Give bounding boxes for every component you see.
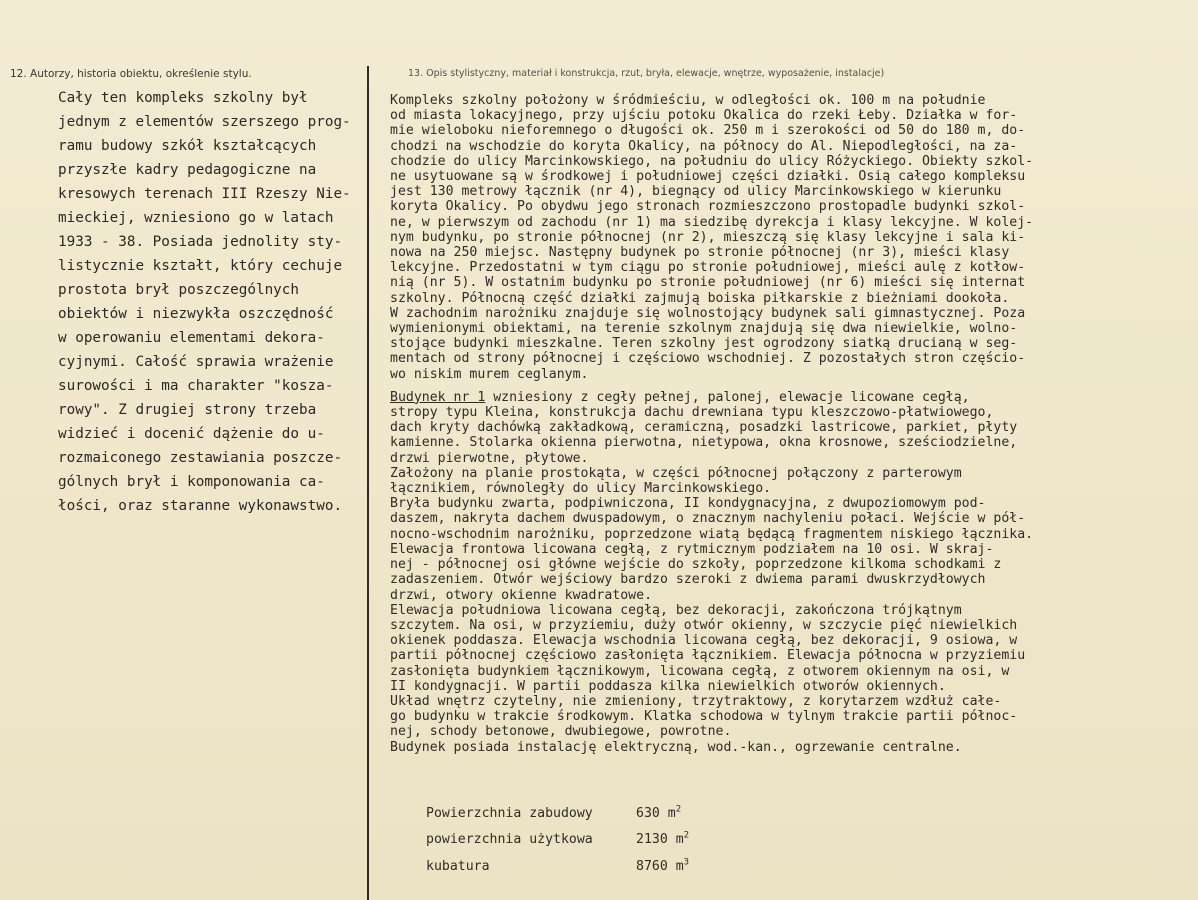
left-text-line: mieckiej, wzniesiono go w latach: [58, 210, 334, 226]
column-divider: [367, 66, 369, 900]
paragraph1-line: nowa na 250 miejsc. Następny budynek po stronie północnej (nr 3), mieści klasy: [390, 245, 1010, 261]
stat-row: [426, 832, 689, 847]
paragraph2-first-rest: wzniesiony z cegły pełnej, palonej, elewacje licowane cegłą,: [485, 389, 970, 405]
left-text-line: kresowych terenach III Rzeszy Nie-: [58, 186, 351, 202]
paragraph1-line: jest 130 metrowy łącznik (nr 4), biegnący od ulicy Marcinkowskiego w kierunku: [390, 184, 1002, 200]
stat-unit-exponent: 3: [683, 857, 690, 868]
paragraph2-line: nej - północnej osi główne wejście do szkoły, poprzedzone kilkoma schodkami z: [390, 557, 1002, 573]
paragraph1-line: stojące budynki mieszkalne. Teren szkolny jest ogrodzony siatką drucianą w seg-: [390, 336, 1018, 352]
building-heading: Budynek nr 1: [390, 389, 486, 405]
left-text-line: ramu budowy szkół kształcących: [58, 138, 317, 154]
paragraph2-line: Elewacja frontowa licowana cegłą, z rytmicznym podziałem na 10 osi. W skraj-: [390, 541, 994, 557]
paragraph1-line: chodzi na wschodzie do koryta Okalicy, na północy do Al. Niepodległości, na za-: [390, 138, 1018, 154]
paragraph1-line: od miasta lokacyjnego, przy ujściu potoku Okalica do rzeki Łeby. Działka w for-: [390, 108, 1018, 124]
paragraph2-line: nej, schody betonowe, dwubiegowe, powrotne.: [390, 724, 732, 740]
left-text-line: surowości i ma charakter "kosza-: [58, 378, 334, 394]
left-text-line: Cały ten kompleks szkolny był: [58, 90, 308, 106]
paragraph2-line: nocno-wschodnim narożniku, poprzedzone wiatą będącą fragmentem niskiego łącznika.: [390, 526, 1034, 542]
left-text-line: gólnych brył i komponowania ca-: [58, 474, 325, 490]
paragraph1-line: wo niskim murem ceglanym.: [390, 366, 589, 382]
paragraph2-line: Budynek posiada instalację elektryczną, wod.-kan., ogrzewanie centralne.: [390, 739, 962, 755]
paragraph1-line: lekcyjne. Przedostatni w tym ciągu po stronie południowej, mieści aulę z kotłow-: [390, 260, 1026, 276]
paragraph2-line: partii północnej częściowo zasłonięta łącznikiem. Elewacja północna w przyziemiu: [390, 648, 1026, 664]
paragraph1-line: W zachodnim narożniku znajduje się wolnostojący budynek sali gimnastycznej. Poza: [390, 305, 1026, 321]
paragraph1-line: Kompleks szkolny położony w śródmieściu, w odległości ok. 100 m na południe: [390, 93, 986, 108]
paragraph1-line: ne, w pierwszym od zachodu (nr 1) ma siedzibę dyrekcja i klasy lekcyjne. W kolej-: [390, 214, 1034, 230]
paragraph2-first-line: [390, 390, 1190, 405]
paragraph1-line: wymienionymi obiektami, na terenie szkolnym znajdują się dwa niewielkie, wolno-: [390, 321, 1018, 337]
left-text-line: w operowaniu elementami dekora-: [58, 330, 325, 346]
paragraph2-line: drzwi, otwory okienne kwadratowe.: [390, 587, 653, 603]
paragraph2-line: okienek poddasza. Elewacja wschodnia licowana cegłą, bez dekoracji, 9 osiowa, w: [390, 633, 1018, 649]
paragraph2-line: daszem, nakryta dachem dwuspadowym, o znacznym nachyleniu połaci. Wejście w pół-: [390, 511, 1026, 527]
left-text-line: 1933 - 38. Posiada jednolity sty-: [58, 234, 343, 250]
left-section-header: 12. Autorzy, historia obiektu, określenie stylu.: [10, 68, 252, 80]
paragraph2-line: Założony na planie prostokąta, w części północnej połączony z parterowym: [390, 465, 962, 481]
left-text-line: prostota brył poszczególnych: [58, 282, 300, 298]
stat-value: 8760 m: [636, 859, 684, 874]
right-column-text: [390, 93, 1190, 755]
left-text-line: widzieć i docenić dążenie do u-: [58, 426, 325, 442]
stat-label: powierzchnia użytkowa: [426, 832, 593, 847]
left-text-line: łości, oraz staranne wykonawstwo.: [58, 498, 343, 514]
paragraph2-line: drzwi pierwotne, płytowe.: [390, 450, 589, 466]
left-text-line: listycznie kształt, który cechuje: [58, 258, 343, 274]
paragraph2-line: Układ wnętrz czytelny, nie zmieniony, trzytraktowy, z korytarzem wzdłuż całe-: [390, 693, 1002, 709]
stat-label: Powierzchnia zabudowy: [426, 806, 593, 821]
paragraph1-line: mentach od strony północnej i częściowo wschodniej. Z pozostałych stron częścio-: [390, 351, 1026, 367]
stat-unit-exponent: 2: [683, 830, 690, 841]
left-text-line: rozmaiconego zestawiania poszcze-: [58, 450, 343, 466]
paragraph-gap: [390, 382, 1190, 390]
paragraph2-line: kamienne. Stolarka okienna pierwotna, nietypowa, okna krosnowe, sześciodzielne,: [390, 435, 1018, 451]
paragraph1-line: chodzie do ulicy Marcinkowskiego, na południu do ulicy Różyckiego. Obiekty szkol-: [390, 153, 1034, 169]
paragraph1-line: nią (nr 5). W ostatnim budynku po stronie południowej (nr 6) mieści się internat: [390, 275, 1026, 291]
paragraph2-line: stropy typu Kleina, konstrukcja dachu drewniana typu kleszczowo-płatwiowego,: [390, 405, 994, 421]
paragraph2-line: zasłonięta budynkiem łącznikowym, licowana cegłą, z otworem okiennym na osi, w: [390, 663, 1010, 679]
left-column-text: [58, 86, 363, 518]
stat-value: 630 m: [636, 806, 676, 821]
stat-value: 2130 m: [636, 832, 684, 847]
paragraph2-line: Bryła budynku zwarta, podpiwniczona, II kondygnacyjna, z dwupoziomowym pod-: [390, 496, 986, 512]
left-text-line: cyjnymi. Całość sprawia wrażenie: [58, 354, 334, 370]
stat-label: kubatura: [426, 859, 490, 874]
left-text-line: przyszłe kadry pedagogiczne na: [58, 162, 317, 178]
paragraph1-line: szkolny. Północną część działki zajmują boiska piłkarskie z bieżniami dookoła.: [390, 290, 1010, 306]
paragraph2-line: go budynku w trakcie środkowym. Klatka schodowa w tylnym trakcie partii północ-: [390, 709, 1018, 725]
left-text-line: rowy". Z drugiej strony trzeba: [58, 402, 317, 418]
paragraph2-line: łącznikiem, równoległy do ulicy Marcinkowskiego.: [390, 481, 772, 497]
paragraph2-line: zadaszeniem. Otwór wejściowy bardzo szeroki z dwiema parami dwuskrzydłowych: [390, 572, 986, 588]
paragraph1-line: koryta Okalicy. Po obydwu jego stronach rozmieszczono prostopadle budynki szkol-: [390, 199, 1026, 215]
stat-row: [426, 859, 689, 874]
paragraph2-line: II kondygnacji. W partii poddasza kilka niewielkich otworów okiennych.: [390, 678, 946, 694]
stat-unit-exponent: 2: [675, 804, 682, 815]
right-section-header: 13. Opis stylistyczny, materiał i konstrukcja, rzut, bryła, elewacje, wnętrze, wyposażenie, instalacje): [408, 68, 885, 79]
paragraph1-line: nym budynku, po stronie północnej (nr 2), mieszczą się klasy lekcyjne i sala ki-: [390, 229, 1026, 245]
paragraph2-line: szczytem. Na osi, w przyziemiu, duży otwór okienny, w szczycie pięć niewielkich: [390, 617, 1018, 633]
paragraph2-line: dach kryty dachówką zakładkową, ceramiczną, posadzki lastricowe, parkiet, płyty: [390, 420, 1018, 436]
stat-row: [426, 806, 681, 821]
paragraph2-line: Elewacja południowa licowana cegłą, bez dekoracji, zakończona trójkątnym: [390, 602, 962, 618]
paragraph1-line: mie wieloboku nieforemnego o długości ok. 250 m i szerokości od 50 do 180 m, do-: [390, 123, 1026, 139]
left-text-line: obiektów i niezwykła oszczędność: [58, 306, 334, 322]
paragraph1-line: ne usytuowane są w środkowej i południowej części działki. Osią całego kompleksu: [390, 169, 1026, 185]
left-text-line: jednym z elementów szerszego prog-: [58, 114, 351, 130]
